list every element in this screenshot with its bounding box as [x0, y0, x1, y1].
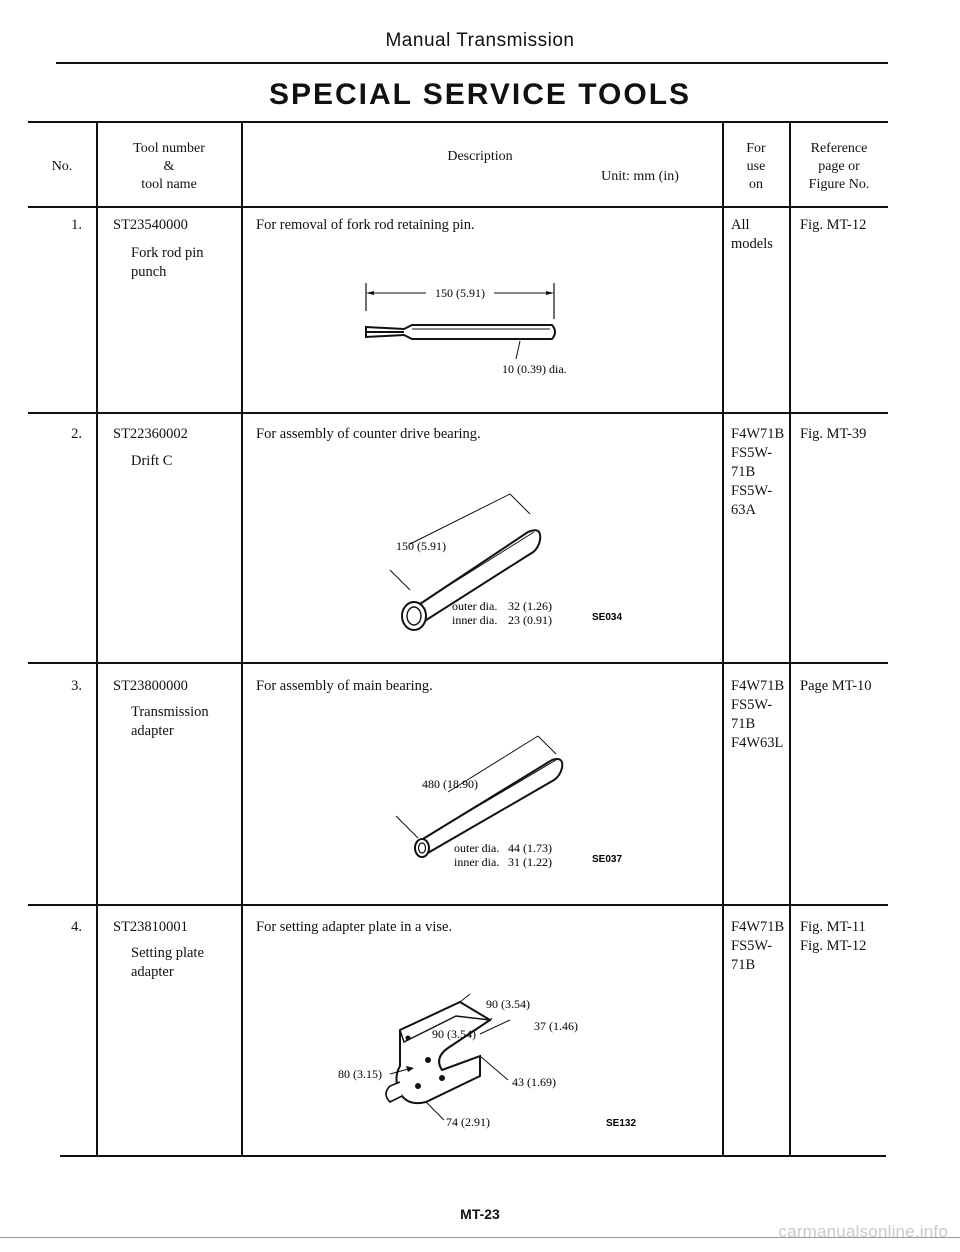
use-on — [731, 425, 784, 520]
tool-number: ST23800000 — [113, 678, 188, 694]
outer-dia-label: outer dia. — [454, 841, 500, 855]
row-number: 3. — [71, 678, 82, 694]
tool-name-line: Drift C — [131, 453, 173, 469]
tool-name-line: Transmission — [131, 704, 209, 720]
use-on-line: models — [731, 236, 773, 252]
reference-line: Fig. MT-39 — [800, 426, 867, 442]
header-reference — [790, 140, 888, 194]
tool-name-line: adapter — [131, 964, 174, 980]
header-ref-line: Reference — [810, 141, 868, 156]
use-on-line: FS5W- — [731, 697, 773, 713]
use-on-line: 63A — [731, 502, 756, 518]
figure-code: SE132 — [606, 1118, 637, 1129]
header-tool-line: Tool number — [133, 141, 205, 156]
outer-dia-value: 32 (1.26) — [508, 599, 552, 613]
column-divider — [241, 121, 243, 1155]
adapter-tube-illustration — [388, 728, 718, 880]
header-ref-line: Figure No. — [808, 177, 870, 192]
header-use-line: For — [746, 141, 766, 156]
header-tool-line: tool name — [141, 177, 197, 192]
section-title: Manual Transmission — [385, 30, 575, 51]
column-divider — [789, 121, 791, 1155]
figure-code: SE034 — [592, 612, 623, 623]
use-on-line: F4W63L — [731, 735, 784, 751]
pin-punch-illustration — [356, 275, 616, 385]
dim-length-label: 150 (5.91) — [396, 539, 446, 553]
column-divider — [722, 121, 724, 1155]
tool-number: ST22360002 — [113, 426, 188, 442]
tool-name — [131, 944, 204, 982]
inner-dia-value: 31 (1.22) — [508, 855, 552, 869]
use-on-line: FS5W- — [731, 483, 773, 499]
watermark: carmanualsonline.info — [778, 1222, 948, 1241]
reference-line: Fig. MT-12 — [800, 217, 867, 233]
use-on-line: All — [731, 217, 750, 233]
use-on-line: F4W71B — [731, 919, 785, 935]
row-divider — [28, 904, 888, 906]
tool-description: For assembly of main bearing. — [256, 678, 433, 694]
use-on-line: F4W71B — [731, 678, 785, 694]
row-number: 2. — [71, 426, 82, 442]
outer-dia-label: outer dia. — [452, 599, 498, 613]
row-divider — [28, 412, 888, 414]
header-unit: Unit: mm (in) — [601, 169, 679, 184]
reference — [800, 216, 866, 235]
use-on-line: 71B — [731, 957, 756, 973]
use-on — [731, 216, 773, 254]
reference-line: Fig. MT-12 — [800, 938, 867, 954]
dim-hole-spacing-label: 43 (1.69) — [512, 1075, 556, 1089]
header-use — [723, 140, 789, 194]
inner-dia-value: 23 (0.91) — [508, 613, 552, 627]
dim-length-label: 150 (5.91) — [435, 286, 485, 300]
header-use-line: use — [746, 159, 766, 174]
header-ref-line: page or — [818, 159, 860, 174]
tool-name-line: punch — [131, 264, 167, 280]
use-on-line: FS5W- — [731, 938, 773, 954]
use-on-line: FS5W- — [731, 445, 773, 461]
dim-depth-label: 37 (1.46) — [534, 1019, 578, 1033]
use-on-line: 71B — [731, 464, 756, 480]
use-on-line: F4W71B — [731, 426, 785, 442]
tool-name-line: Setting plate — [131, 945, 204, 961]
reference-line: Fig. MT-11 — [800, 919, 866, 935]
row-divider — [28, 662, 888, 664]
dim-base-label: 74 (2.91) — [446, 1115, 490, 1129]
header-bottom-rule — [28, 206, 888, 208]
tool-name — [131, 452, 172, 471]
inner-dia-label: inner dia. — [454, 855, 500, 869]
tool-description: For setting adapter plate in a vise. — [256, 919, 453, 935]
tool-number: ST23540000 — [113, 217, 188, 233]
dim-length-label: 480 (18.90) — [422, 777, 478, 791]
table-top-rule — [28, 121, 888, 123]
tool-name — [131, 703, 209, 741]
reference — [800, 425, 866, 444]
header-tool-line: & — [163, 159, 175, 174]
dim-inner-width-label: 90 (3.54) — [432, 1027, 476, 1041]
header-tool — [97, 140, 241, 194]
tool-name-line: Fork rod pin — [131, 245, 204, 261]
reference-line: Page MT-10 — [800, 678, 872, 694]
header-description: Description — [447, 149, 513, 164]
reference — [800, 918, 866, 956]
setting-plate-adapter-illustration — [330, 990, 710, 1130]
tool-name-line: adapter — [131, 723, 174, 739]
header-use-line: on — [749, 177, 763, 192]
reference — [800, 677, 872, 696]
dim-height-label: 80 (3.15) — [338, 1067, 382, 1081]
tool-number: ST23810001 — [113, 919, 188, 935]
dim-top-width-label: 90 (3.54) — [486, 997, 530, 1011]
tool-description: For removal of fork rod retaining pin. — [256, 217, 475, 233]
use-on-line: 71B — [731, 716, 756, 732]
page-title: SPECIAL SERVICE TOOLS — [268, 78, 692, 111]
drift-tube-illustration — [380, 488, 710, 638]
inner-dia-label: inner dia. — [452, 613, 498, 627]
tool-description: For assembly of counter drive bearing. — [256, 426, 481, 442]
use-on — [731, 918, 784, 975]
header-rule — [56, 62, 888, 64]
outer-dia-value: 44 (1.73) — [508, 841, 552, 855]
row-number: 1. — [71, 217, 82, 233]
header-no: No. — [51, 159, 73, 174]
use-on — [731, 677, 784, 753]
page-number: MT-23 — [460, 1206, 500, 1222]
tool-name — [131, 244, 204, 282]
row-number: 4. — [71, 919, 82, 935]
dim-diameter-label: 10 (0.39) dia. — [502, 362, 567, 376]
column-divider — [96, 121, 98, 1155]
table-bottom-rule — [60, 1155, 886, 1157]
figure-code: SE037 — [592, 854, 623, 865]
